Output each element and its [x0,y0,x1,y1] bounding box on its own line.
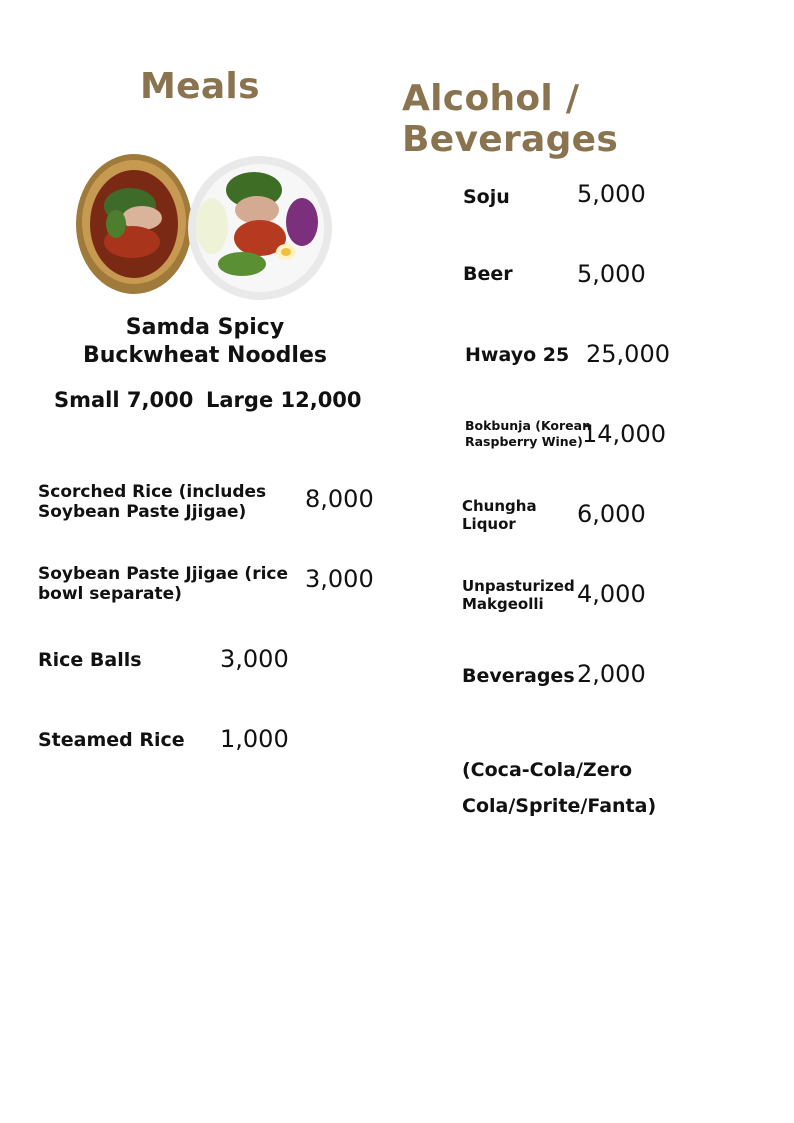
meal-item-name-line-1: Scorched Rice (includes [38,482,267,502]
meal-item-price: 3,000 [220,645,289,673]
beverage-item-price: 14,000 [582,420,666,448]
beverage-item-price: 4,000 [577,580,646,608]
beverage-item-name-line-2: Raspberry Wine) [465,434,583,449]
meals-heading: Meals [140,66,260,107]
beverage-item-name: Soju [463,186,510,208]
feature-name-line-1: Samda Spicy [125,315,285,340]
beverage-item-price: 5,000 [577,260,646,288]
beverage-item-price: 6,000 [577,500,646,528]
beverage-item-name: Beer [463,263,513,285]
meal-item-name-line-2: Soybean Paste Jjigae) [38,502,247,522]
meal-item-name: Steamed Rice [38,729,185,751]
meal-item-price: 3,000 [305,565,374,593]
beverages-heading: Alcohol / Beverages [402,78,619,160]
beverage-options-note [462,752,692,824]
beverage-item-name-line-2: Makgeolli [462,595,544,613]
beverage-item-name [462,497,537,533]
beverage-item-name-line-2: Liquor [462,515,516,533]
beverage-item-name-line-1: Chungha [462,497,537,515]
beverage-item-name: Beverages [462,665,575,687]
meal-item-name [38,482,266,522]
meal-item-name-line-1: Soybean Paste Jjigae (rice [38,564,289,584]
beverage-note-line-2: Cola/Sprite/Fanta) [462,795,657,817]
meal-item-price: 8,000 [305,485,374,513]
beverage-item-price: 25,000 [586,340,670,368]
beverage-item-name-line-1: Bokbunja (Korean [465,418,591,433]
beverage-item-price: 5,000 [577,180,646,208]
beverage-item-name: Hwayo 25 [465,344,570,366]
feature-name-line-2: Buckwheat Noodles [83,343,327,368]
beverage-item-price: 2,000 [577,660,646,688]
meal-item-price: 1,000 [220,725,289,753]
beverage-item-name [465,418,591,450]
beverage-item-name [462,577,575,613]
beverage-note-line-1: (Coca-Cola/Zero [462,759,633,781]
beverage-item-name-line-1: Unpasturized [462,577,575,595]
meal-item-name [38,564,288,604]
meal-item-name-line-2: bowl separate) [38,584,182,604]
feature-large-price: Large 12,000 [206,388,362,412]
spicy-buckwheat-noodles-photo [72,146,336,302]
feature-small-price: Small 7,000 [54,388,194,412]
meal-item-name: Rice Balls [38,649,142,671]
feature-dish-name [60,314,350,370]
